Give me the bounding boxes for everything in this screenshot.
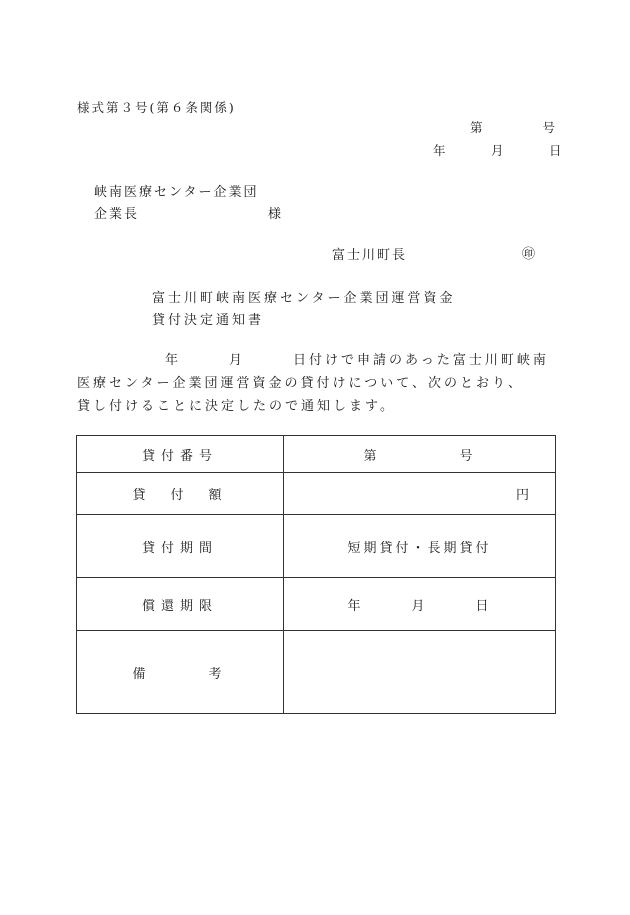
row-label-remarks: 備 考 bbox=[77, 631, 284, 714]
body-line-1: 年 月 日付けで申請のあった富士川町峡南 bbox=[165, 353, 549, 368]
document-number: 第 号 bbox=[470, 120, 558, 135]
table-row bbox=[77, 578, 556, 631]
addressee-title: 企業長 bbox=[94, 207, 140, 222]
addressee-organization: 峡南医療センター企業団 bbox=[94, 185, 259, 200]
row-label-loan-number: 貸付番号 bbox=[77, 436, 284, 473]
body-line-3: 貸し付けることに決定したので通知します。 bbox=[77, 399, 396, 414]
table-row bbox=[77, 631, 556, 714]
table-row bbox=[77, 436, 556, 473]
row-label-loan-period: 貸付期間 bbox=[77, 515, 284, 578]
seal-mark: ㊞ bbox=[522, 247, 536, 262]
form-label: 様式第３号(第６条関係) bbox=[77, 100, 236, 115]
loan-info-table bbox=[76, 435, 556, 714]
row-value-loan-amount: 円 bbox=[284, 473, 556, 515]
table-row bbox=[77, 515, 556, 578]
table-row bbox=[77, 473, 556, 515]
subject-line-2: 貸付決定通知書 bbox=[152, 313, 265, 328]
row-value-remarks bbox=[284, 631, 556, 714]
sender-name: 富士川町長 bbox=[332, 248, 408, 263]
row-value-loan-number: 第 号 bbox=[284, 436, 556, 473]
document-date: 年 月 日 bbox=[433, 143, 564, 158]
subject-line-1: 富士川町峡南医療センター企業団運営資金 bbox=[152, 291, 456, 306]
row-label-loan-amount: 貸 付 額 bbox=[77, 473, 284, 515]
row-value-loan-period: 短期貸付・長期貸付 bbox=[284, 515, 556, 578]
row-value-repayment-deadline: 年 月 日 bbox=[284, 578, 556, 631]
body-line-2: 医療センター企業団運営資金の貸付けについて、次のとおり、 bbox=[77, 376, 524, 391]
row-label-repayment-deadline: 償還期限 bbox=[77, 578, 284, 631]
addressee-honorific: 様 bbox=[268, 207, 282, 222]
